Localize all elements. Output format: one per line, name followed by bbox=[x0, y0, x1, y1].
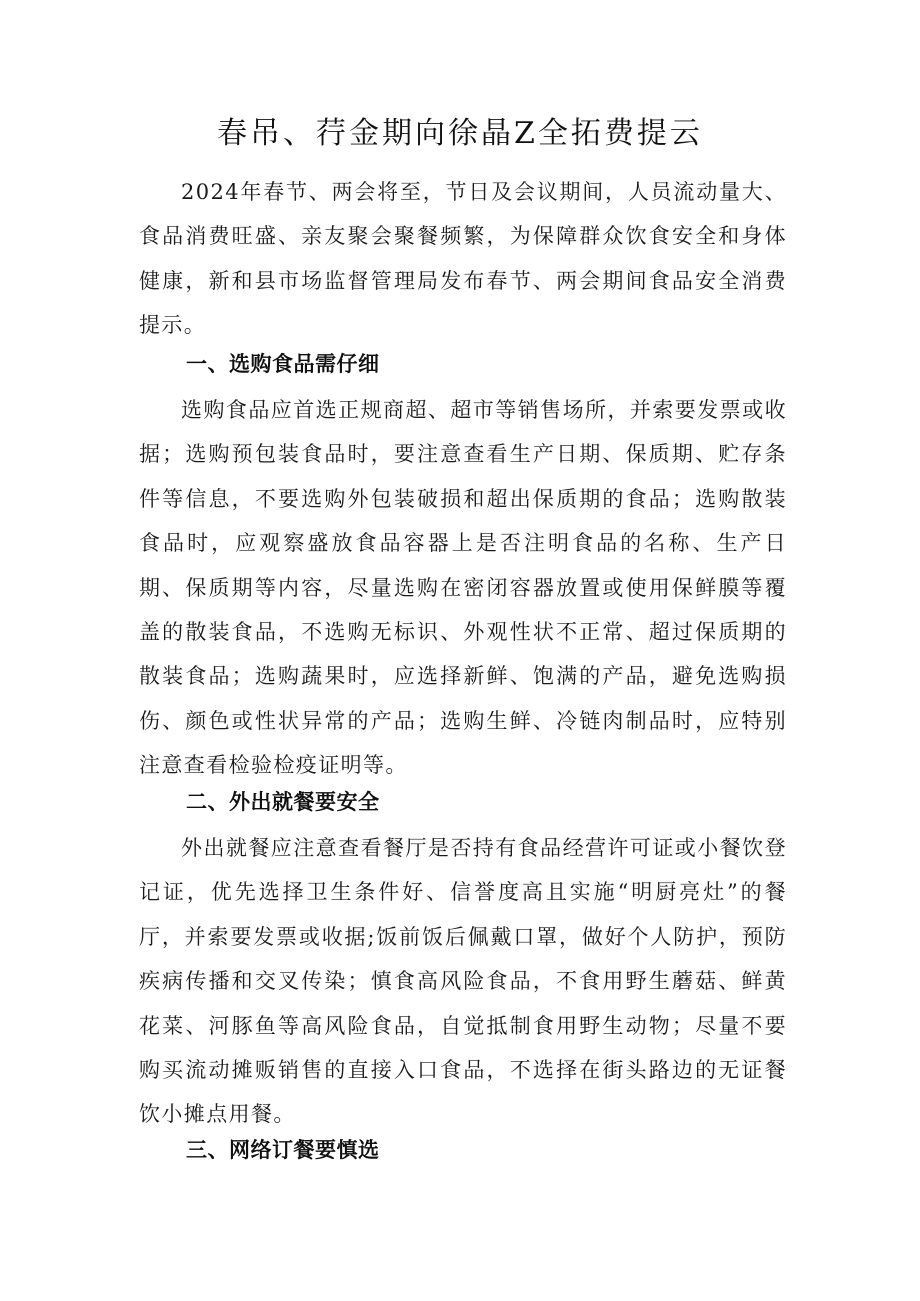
document-title: 春吊、荇金期向徐晶Z全拓费提云 bbox=[217, 116, 703, 151]
section-heading-2: 二、外出就餐要安全 bbox=[186, 790, 380, 814]
section-heading-3: 三、网络订餐要慎选 bbox=[186, 1138, 380, 1162]
section-body-2: 外出就餐应注意查看餐厅是否持有食品经营许可证或小餐饮登记证，优先选择卫生条件好、信誉度高且实施“明厨亮灶”的餐厅，并索要发票或收据;饭前饭后佩戴口罩，做好个人防护，预防疾病传播和交叉传染；慎食高风险食品，不食用野生蘑菇、鲜黄花菜、河豚鱼等高风险食品，自觉抵制食用野生动物；尽量不要购买流动摊贩销售的直接入口食品，不选择在街头路边的无证餐饮小摊点用餐。 bbox=[139, 836, 787, 1127]
section-body-1: 选购食品应首选正规商超、超市等销售场所，并索要发票或收据；选购预包装食品时，要注意查看生产日期、保质期、贮存条件等信息，不要选购外包装破损和超出保质期的食品；选购散装食品时，应观察盛放食品容器上是否注明食品的名称、生产日期、保质期等内容，尽量选购在密闭容器放置或使用保鲜膜等覆盖的散装食品，不选购无标识、外观性状不正常、超过保质期的散装食品；选购蔬果时，应选择新鲜、饱满的产品，避免选购损伤、颜色或性状异常的产品；选购生鲜、冷链肉制品时，应特别注意查看检验检疫证明等。 bbox=[139, 398, 787, 778]
intro-paragraph: 2024年春节、两会将至，节日及会议期间，人员流动量大、食品消费旺盛、亲友聚会聚餐频繁，为保障群众饮食安全和身体健康，新和县市场监督管理局发布春节、两会期间食品安全消费提示。 bbox=[139, 180, 787, 338]
section-heading-1: 一、选购食品需仔细 bbox=[186, 352, 380, 376]
